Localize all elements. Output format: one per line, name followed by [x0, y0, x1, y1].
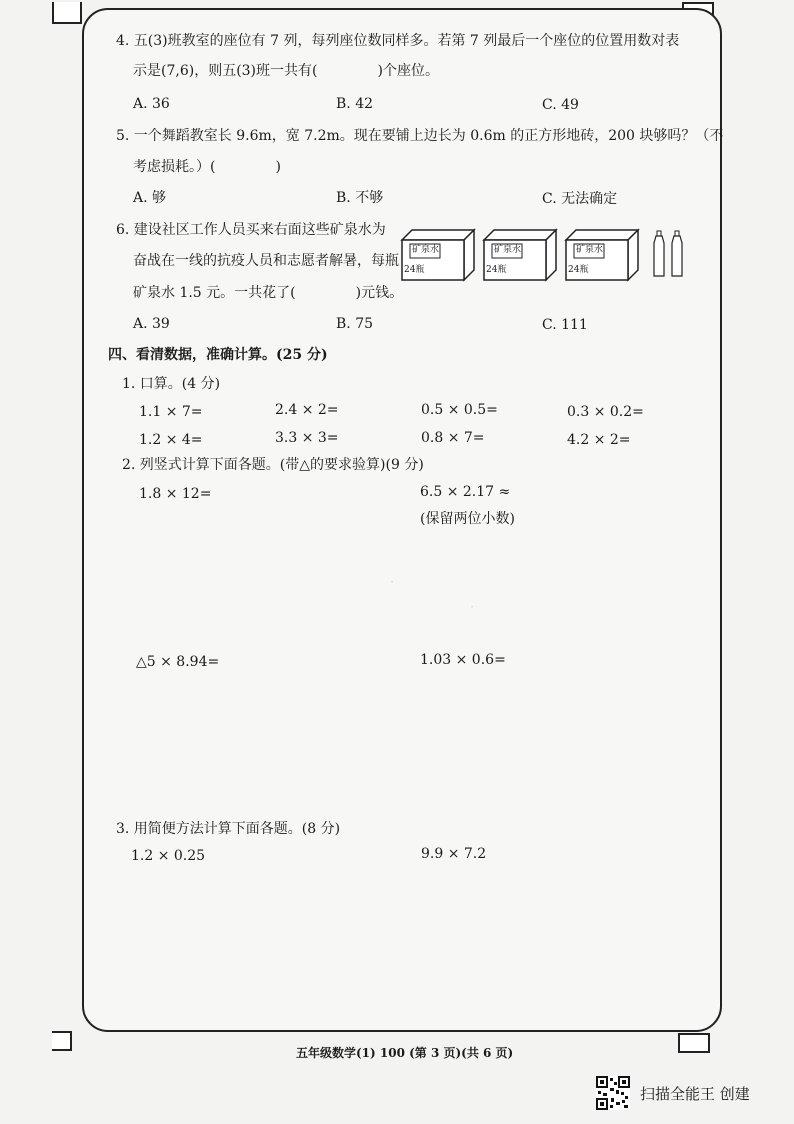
q4-line2-start: 示是(7,6)，则五(3)班一共有(	[133, 63, 318, 79]
q5-line2-end: )	[275, 159, 281, 175]
q6-line3	[133, 284, 403, 302]
oral-2-4: 4.2 × 2=	[567, 432, 631, 448]
simple-calc-2: 9.9 × 7.2	[421, 846, 487, 862]
oral-2-1: 1.2 × 4=	[139, 432, 203, 448]
page-footer-info: 五年级数学(1) 100 (第 3 页)(共 6 页)	[296, 1046, 514, 1060]
q4-line1: 4. 五(3)班教室的座位有 7 列，每列座位数同样多。若第 7 列最后一个座位的位置用数对表	[116, 33, 680, 49]
crate-2-count: 24瓶	[486, 265, 507, 275]
q4-option-b: B. 42	[336, 96, 374, 112]
vertical-calc-3: △5 × 8.94=	[136, 654, 220, 670]
q5-line1: 5. 一个舞蹈教室长 9.6m，宽 7.2m。现在要铺上边长为 0.6m 的正方形地砖，200 块够吗？（不	[116, 128, 724, 144]
q6-option-a: A. 39	[133, 316, 170, 332]
q6-option-c: C. 111	[542, 317, 588, 333]
crate-1-label: 矿泉水	[412, 245, 440, 255]
q4-option-a: A. 36	[133, 96, 170, 112]
corner-mark-bottom-left	[52, 1031, 72, 1051]
crate-1-count: 24瓶	[404, 265, 425, 275]
q5-option-a: A. 够	[133, 190, 167, 206]
oral-2-2: 3.3 × 3=	[275, 430, 339, 446]
water-bottle-2	[670, 230, 684, 282]
vertical-calc-4: 1.03 × 0.6=	[420, 652, 506, 668]
water-bottle-1	[652, 230, 666, 282]
q4-option-c: C. 49	[542, 97, 579, 113]
qr-code-icon	[596, 1076, 630, 1110]
q5-option-b: B. 不够	[336, 190, 384, 206]
section-4-title: 四、看清数据，准确计算。(25 分)	[108, 347, 328, 363]
oral-2-3: 0.8 × 7=	[421, 430, 485, 446]
section-4-sub1: 1. 口算。(4 分)	[122, 376, 221, 392]
bleed-through-mark: ·	[470, 600, 475, 615]
crate-2-label: 矿泉水	[494, 245, 522, 255]
q5-option-c: C. 无法确定	[542, 191, 618, 207]
oral-1-4: 0.3 × 0.2=	[567, 404, 644, 420]
q5-line2-start: 考虑损耗。）(	[133, 159, 216, 175]
corner-mark-bottom-right	[678, 1033, 710, 1053]
simple-calc-1: 1.2 × 0.25	[131, 848, 206, 864]
oral-1-3: 0.5 × 0.5=	[421, 402, 498, 418]
section-4-sub3: 3. 用简便方法计算下面各题。(8 分)	[116, 821, 341, 837]
vertical-calc-1: 1.8 × 12=	[139, 486, 212, 502]
q4-line2-end: )个座位。	[377, 63, 439, 79]
vertical-calc-2: 6.5 × 2.17 ≈	[420, 484, 511, 500]
q6-line3-start: 矿泉水 1.5 元。一共花了(	[133, 285, 296, 301]
crate-3-label: 矿泉水	[576, 245, 604, 255]
q4-line2	[133, 62, 439, 80]
scanner-watermark: 扫描全能王 创建	[640, 1085, 750, 1103]
rounding-note: (保留两位小数)	[420, 511, 515, 527]
oral-1-2: 2.4 × 2=	[275, 402, 339, 418]
bleed-through-mark: ·	[390, 575, 395, 590]
q6-line3-end: )元钱。	[355, 285, 404, 301]
q5-line2	[133, 158, 281, 176]
q6-line2: 奋战在一线的抗疫人员和志愿者解暑，每瓶	[133, 253, 399, 269]
q6-line1: 6. 建设社区工作人员买来右面这些矿泉水为	[116, 222, 386, 238]
corner-mark-top-left	[52, 2, 82, 24]
crate-3-count: 24瓶	[568, 265, 589, 275]
q6-option-b: B. 75	[336, 316, 374, 332]
section-4-sub2: 2. 列竖式计算下面各题。(带△的要求验算)(9 分)	[122, 457, 424, 473]
oral-1-1: 1.1 × 7=	[139, 404, 203, 420]
